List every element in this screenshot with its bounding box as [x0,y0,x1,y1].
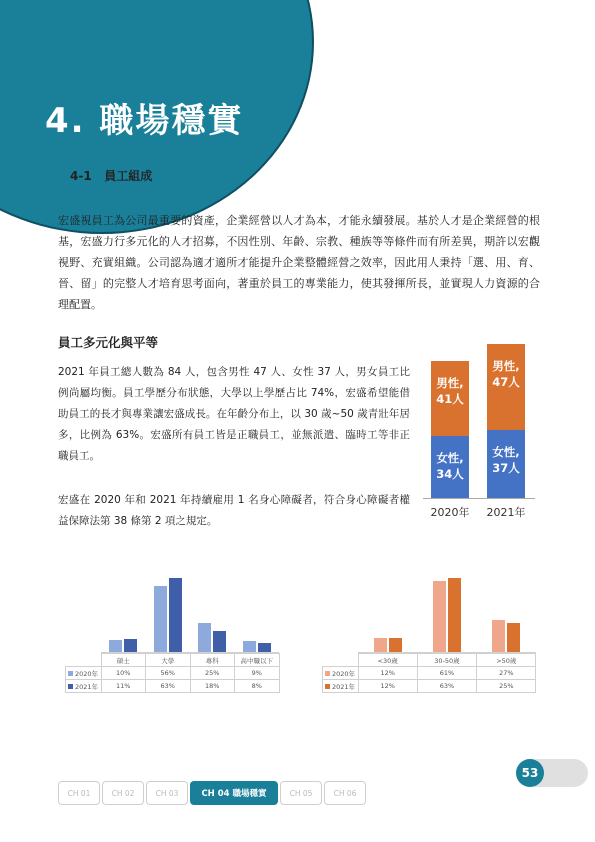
segment-label-line2: 41人 [436,391,464,406]
legend-swatch [325,684,330,689]
table-category-header: >50歲 [477,654,536,667]
legend-label: 2020年 [75,669,99,678]
chart-data-table [65,653,280,693]
bar-2020年-大學 [154,586,167,652]
segment-label-line1: 女性, [436,450,464,465]
bar-2020年-碩士 [109,640,122,652]
segment-label-line2: 34人 [436,466,464,481]
segment-label-line1: 女性, [492,445,520,460]
table-category-header: 專科 [190,654,235,667]
nav-tab-4[interactable]: CH 04 職場穩實 [190,781,278,805]
table-category-header: 30-50歲 [417,654,476,667]
nav-tab-1[interactable]: CH 01 [58,781,100,805]
section-number: 4-1 [70,169,92,183]
table-row [323,680,536,693]
gender-bar-1 [431,330,469,498]
legend-label: 2021年 [75,682,99,691]
table-category-header: 碩士 [101,654,146,667]
table-cell: 25% [190,667,235,680]
segment-label-line1: 男性, [492,359,520,373]
nav-tab-2[interactable]: CH 02 [102,781,144,805]
table-cell: 8% [235,680,280,693]
chapter-navigation [58,781,366,805]
legend-swatch [68,684,73,689]
table-cell: 10% [101,667,146,680]
female-segment-2020年 [431,436,469,498]
segment-label-line2: 47人 [492,375,520,389]
table-cell: 12% [358,680,417,693]
legend-swatch [68,671,73,676]
table-cell: 25% [477,680,536,693]
table-category-header: <30歲 [358,654,417,667]
table-cell: 61% [417,667,476,680]
table-cell: 56% [146,667,191,680]
table-row [323,667,536,680]
gender-stacked-chart [423,330,535,520]
gender-x-label: 2020年 [430,506,470,519]
table-row [66,667,280,680]
age-chart [322,570,537,700]
bar-2021年-<30歲 [389,638,402,652]
diversity-heading: 員工多元化與平等 [58,335,159,350]
table-cell: 63% [417,680,476,693]
bar-2021年-專科 [213,631,226,652]
bar-2020年-專科 [198,623,211,652]
segment-label-line2: 37人 [492,461,520,476]
bar-2020年-高中職以下 [243,641,256,652]
table-cell: 11% [101,680,146,693]
table-cell: 63% [146,680,191,693]
education-chart [65,570,280,700]
chapter-title: 4. 職場穩實 [45,101,244,141]
table-cell: 12% [358,667,417,680]
gender-chart-baseline [423,498,535,499]
legend-label: 2020年 [332,669,356,678]
chart-data-table [322,653,536,693]
bar-2020年-<30歲 [374,638,387,652]
nav-tab-5[interactable]: CH 05 [280,781,322,805]
section-title: 員工組成 [104,169,153,183]
table-row [66,680,280,693]
bar-2020年-30-50歲 [433,581,446,652]
legend-swatch [325,671,330,676]
male-segment-2020年 [431,361,469,436]
gender-x-label: 2021年 [486,506,526,519]
bar-2020年->50歲 [492,620,505,652]
bar-2021年->50歲 [507,623,520,652]
bar-2021年-高中職以下 [258,643,271,652]
bar-2021年-30-50歲 [448,578,461,652]
male-segment-2021年 [487,344,525,430]
bar-2021年-大學 [169,578,182,652]
legend-label: 2021年 [332,682,356,691]
nav-tab-3[interactable]: CH 03 [146,781,188,805]
nav-tab-6[interactable]: CH 06 [324,781,366,805]
page-number: 53 [516,759,544,787]
table-cell: 27% [477,667,536,680]
table-cell: 9% [235,667,280,680]
segment-label-line1: 男性, [436,375,464,390]
diversity-paragraph-1: 2021 年員工總人數為 84 人，包含男性 47 人、女性 37 人，男女員工比例尚屬均衡。員工學歷分布狀態，大學以上學歷占比 74%，宏盛希望能借助員工的長才與專業讓宏盛成長。在年齡分布上，以 30 歲~50 歲青壯年居多，比例為 63%。宏盛所有員工皆是正職員工，並無派遣、臨時工等非正職員工。 [58,366,410,462]
table-cell: 18% [190,680,235,693]
diversity-paragraph-2: 宏盛在 2020 年和 2021 年持續雇用 1 名身心障礙者，符合身心障礙者權益保障法第 38 條第 2 項之規定。 [58,494,410,527]
intro-paragraph: 宏盛視員工為公司最重要的資產，企業經營以人才為本，才能永續發展。基於人才是企業經營的根基，宏盛力行多元化的人才招募，不因性別、年齡、宗教、種族等等條件而有所差異，期許以宏觀視野、充實組織。公司認為適才適所才能提升企業整體經營之效率，因此用人秉持「選、用、育、晉、留」的完整人才培育思考面向，著重於員工的專業能力，使其發揮所長，並實現人力資源的合理配置。 [58,214,540,311]
table-category-header: 大學 [146,654,191,667]
gender-bar-2 [487,330,525,498]
female-segment-2021年 [487,430,525,498]
section-heading [70,167,152,184]
table-category-header: 高中職以下 [235,654,280,667]
bar-2021年-碩士 [124,639,137,652]
